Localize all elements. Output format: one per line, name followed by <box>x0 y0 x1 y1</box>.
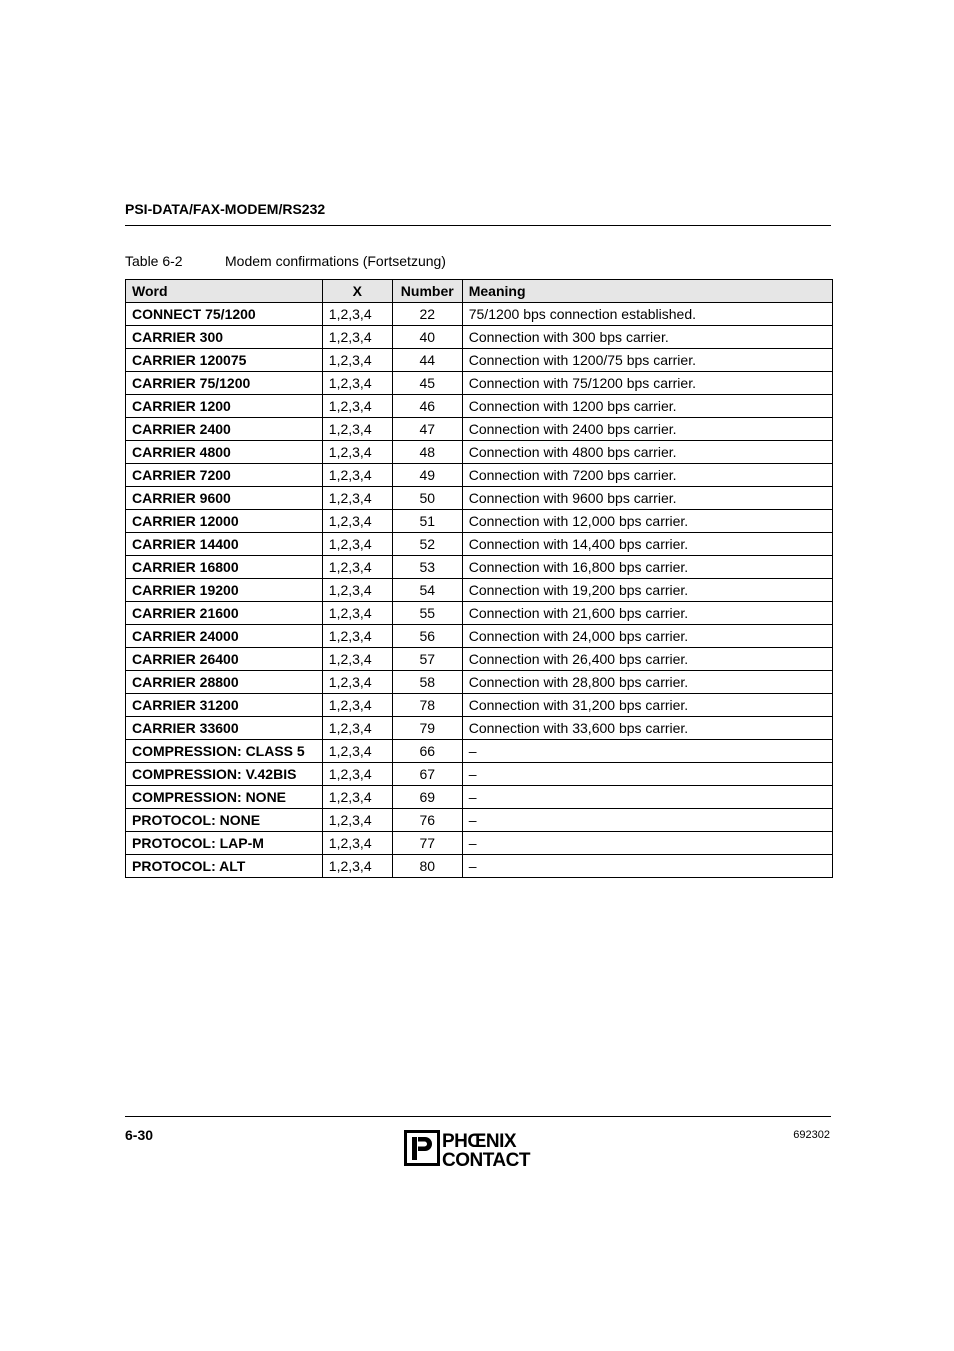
x-cell: 1,2,3,4 <box>322 763 392 786</box>
word-cell: CARRIER 28800 <box>126 671 323 694</box>
number-cell: 66 <box>392 740 462 763</box>
x-cell: 1,2,3,4 <box>322 602 392 625</box>
table-row <box>126 464 833 487</box>
meaning-cell: – <box>462 809 832 832</box>
number-cell: 57 <box>392 648 462 671</box>
table-row <box>126 510 833 533</box>
word-cell: COMPRESSION: NONE <box>126 786 323 809</box>
table-row <box>126 556 833 579</box>
x-cell: 1,2,3,4 <box>322 487 392 510</box>
table-header-row <box>126 280 833 303</box>
x-cell: 1,2,3,4 <box>322 349 392 372</box>
meaning-cell: – <box>462 786 832 809</box>
x-cell: 1,2,3,4 <box>322 809 392 832</box>
x-cell: 1,2,3,4 <box>322 671 392 694</box>
word-cell: CONNECT 75/1200 <box>126 303 323 326</box>
word-cell: PROTOCOL: LAP-M <box>126 832 323 855</box>
number-cell: 46 <box>392 395 462 418</box>
meaning-cell: Connection with 1200 bps carrier. <box>462 395 832 418</box>
table-row <box>126 671 833 694</box>
meaning-cell: Connection with 26,400 bps carrier. <box>462 648 832 671</box>
x-cell: 1,2,3,4 <box>322 717 392 740</box>
word-cell: CARRIER 2400 <box>126 418 323 441</box>
number-cell: 69 <box>392 786 462 809</box>
table-row <box>126 441 833 464</box>
meaning-cell: Connection with 14,400 bps carrier. <box>462 533 832 556</box>
phoenix-contact-logo <box>404 1128 552 1168</box>
x-cell: 1,2,3,4 <box>322 441 392 464</box>
word-cell: CARRIER 7200 <box>126 464 323 487</box>
x-cell: 1,2,3,4 <box>322 556 392 579</box>
table-row <box>126 717 833 740</box>
column-header-x: X <box>322 280 392 303</box>
word-cell: CARRIER 300 <box>126 326 323 349</box>
number-cell: 56 <box>392 625 462 648</box>
logo-line-2: CONTACT <box>442 1150 530 1168</box>
word-cell: COMPRESSION: V.42BIS <box>126 763 323 786</box>
meaning-cell: Connection with 21,600 bps carrier. <box>462 602 832 625</box>
page-number: 6-30 <box>125 1127 154 1143</box>
number-cell: 50 <box>392 487 462 510</box>
meaning-cell: – <box>462 855 832 878</box>
table-row <box>126 786 833 809</box>
word-cell: CARRIER 16800 <box>126 556 323 579</box>
modem-confirmations-table <box>125 279 833 878</box>
x-cell: 1,2,3,4 <box>322 648 392 671</box>
word-cell: CARRIER 26400 <box>126 648 323 671</box>
running-header-title: PSI-DATA/FAX-MODEM/RS232 <box>125 201 326 217</box>
x-cell: 1,2,3,4 <box>322 326 392 349</box>
meaning-cell: – <box>462 763 832 786</box>
word-cell: CARRIER 21600 <box>126 602 323 625</box>
meaning-cell: Connection with 19,200 bps carrier. <box>462 579 832 602</box>
number-cell: 80 <box>392 855 462 878</box>
meaning-cell: Connection with 24,000 bps carrier. <box>462 625 832 648</box>
table-row <box>126 855 833 878</box>
meaning-cell: Connection with 31,200 bps carrier. <box>462 694 832 717</box>
meaning-cell: – <box>462 740 832 763</box>
x-cell: 1,2,3,4 <box>322 464 392 487</box>
x-cell: 1,2,3,4 <box>322 855 392 878</box>
x-cell: 1,2,3,4 <box>322 740 392 763</box>
x-cell: 1,2,3,4 <box>322 303 392 326</box>
logo-line-1: PHŒNIX <box>442 1131 517 1152</box>
x-cell: 1,2,3,4 <box>322 533 392 556</box>
table-row <box>126 395 833 418</box>
number-cell: 52 <box>392 533 462 556</box>
number-cell: 54 <box>392 579 462 602</box>
table-row <box>126 740 833 763</box>
word-cell: CARRIER 24000 <box>126 625 323 648</box>
meaning-cell: Connection with 28,800 bps carrier. <box>462 671 832 694</box>
meaning-cell: Connection with 16,800 bps carrier. <box>462 556 832 579</box>
table-row <box>126 487 833 510</box>
table-row <box>126 303 833 326</box>
number-cell: 51 <box>392 510 462 533</box>
x-cell: 1,2,3,4 <box>322 395 392 418</box>
table-row <box>126 648 833 671</box>
footer-divider <box>125 1116 831 1117</box>
table-row <box>126 694 833 717</box>
x-cell: 1,2,3,4 <box>322 510 392 533</box>
table-row <box>126 602 833 625</box>
word-cell: CARRIER 19200 <box>126 579 323 602</box>
word-cell: COMPRESSION: CLASS 5 <box>126 740 323 763</box>
table-caption <box>125 253 446 269</box>
document-number: 692302 <box>793 1129 830 1141</box>
table-body <box>126 303 833 878</box>
word-cell: CARRIER 9600 <box>126 487 323 510</box>
number-cell: 44 <box>392 349 462 372</box>
x-cell: 1,2,3,4 <box>322 786 392 809</box>
word-cell: CARRIER 1200 <box>126 395 323 418</box>
meaning-cell: Connection with 300 bps carrier. <box>462 326 832 349</box>
column-header-word: Word <box>126 280 323 303</box>
x-cell: 1,2,3,4 <box>322 372 392 395</box>
number-cell: 79 <box>392 717 462 740</box>
number-cell: 77 <box>392 832 462 855</box>
number-cell: 67 <box>392 763 462 786</box>
phoenix-contact-logo-icon <box>406 1132 439 1165</box>
number-cell: 49 <box>392 464 462 487</box>
table-row <box>126 349 833 372</box>
table-row <box>126 418 833 441</box>
number-cell: 55 <box>392 602 462 625</box>
table-row <box>126 763 833 786</box>
number-cell: 40 <box>392 326 462 349</box>
column-header-meaning: Meaning <box>462 280 832 303</box>
meaning-cell: Connection with 12,000 bps carrier. <box>462 510 832 533</box>
x-cell: 1,2,3,4 <box>322 579 392 602</box>
meaning-cell: Connection with 9600 bps carrier. <box>462 487 832 510</box>
table-caption-text: Modem confirmations (Fortsetzung) <box>225 253 446 269</box>
table-row <box>126 832 833 855</box>
meaning-cell: Connection with 7200 bps carrier. <box>462 464 832 487</box>
meaning-cell: Connection with 1200/75 bps carrier. <box>462 349 832 372</box>
meaning-cell: Connection with 33,600 bps carrier. <box>462 717 832 740</box>
word-cell: CARRIER 31200 <box>126 694 323 717</box>
x-cell: 1,2,3,4 <box>322 418 392 441</box>
table-row <box>126 809 833 832</box>
table-row <box>126 326 833 349</box>
word-cell: PROTOCOL: NONE <box>126 809 323 832</box>
table-row <box>126 579 833 602</box>
word-cell: CARRIER 4800 <box>126 441 323 464</box>
word-cell: CARRIER 75/1200 <box>126 372 323 395</box>
x-cell: 1,2,3,4 <box>322 694 392 717</box>
word-cell: CARRIER 14400 <box>126 533 323 556</box>
meaning-cell: Connection with 2400 bps carrier. <box>462 418 832 441</box>
meaning-cell: Connection with 4800 bps carrier. <box>462 441 832 464</box>
meaning-cell: – <box>462 832 832 855</box>
word-cell: PROTOCOL: ALT <box>126 855 323 878</box>
word-cell: CARRIER 12000 <box>126 510 323 533</box>
number-cell: 47 <box>392 418 462 441</box>
number-cell: 58 <box>392 671 462 694</box>
number-cell: 48 <box>392 441 462 464</box>
x-cell: 1,2,3,4 <box>322 625 392 648</box>
column-header-number: Number <box>392 280 462 303</box>
x-cell: 1,2,3,4 <box>322 832 392 855</box>
number-cell: 22 <box>392 303 462 326</box>
number-cell: 45 <box>392 372 462 395</box>
meaning-cell: Connection with 75/1200 bps carrier. <box>462 372 832 395</box>
table-row <box>126 372 833 395</box>
table-caption-number: Table 6-2 <box>125 253 183 269</box>
number-cell: 78 <box>392 694 462 717</box>
table-row <box>126 533 833 556</box>
word-cell: CARRIER 120075 <box>126 349 323 372</box>
number-cell: 53 <box>392 556 462 579</box>
number-cell: 76 <box>392 809 462 832</box>
table-row <box>126 625 833 648</box>
header-divider <box>125 225 831 226</box>
meaning-cell: 75/1200 bps connection established. <box>462 303 832 326</box>
word-cell: CARRIER 33600 <box>126 717 323 740</box>
